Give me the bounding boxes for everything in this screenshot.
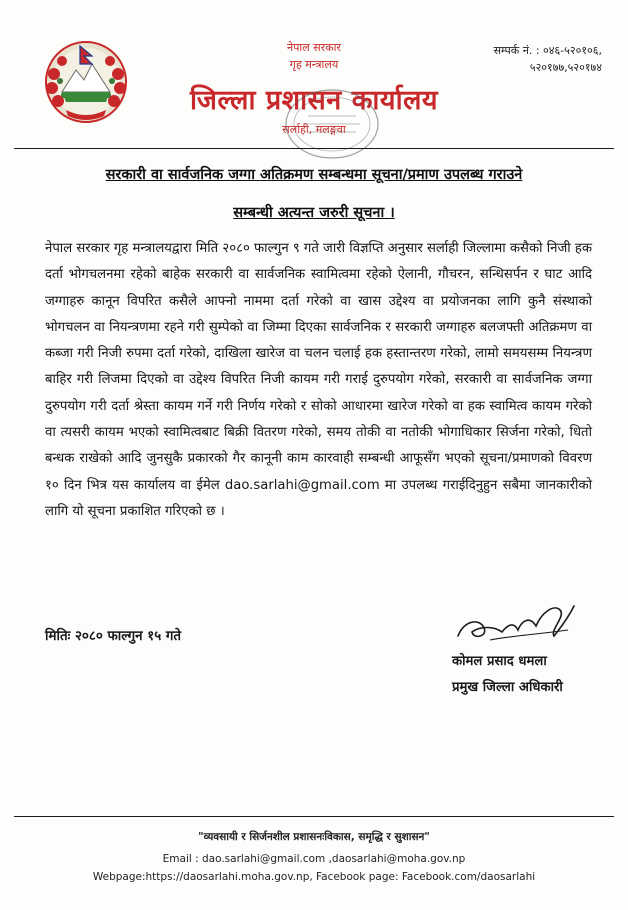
footer-webpage: Webpage:https://daosarlahi.moha.gov.np, Facebook page: Facebook.com/daosarlahi	[92, 871, 536, 883]
contact-numbers	[402, 42, 602, 76]
footer-divider	[14, 816, 614, 817]
ministry-name: गृह मन्त्रालय	[289, 58, 339, 71]
notice-body: नेपाल सरकार गृह मन्त्रालयद्वारा मिति २०८० फाल्गुन ९ गते जारी विज्ञप्ति अनुसार सर्लाही जिल्लामा कसैको निजी हक दर्ता भोगचलनमा रहेको बाहेक सरकारी वा सार्वजनिक स्वामित्वमा रहेको ऐलानी, गौचरन, सन्धिसर्पन र घाट आदि जग्गाहरु कानून विपरित कसैले आफ्नो नाममा दर्ता गरेको वा खास उद्देश्य वा प्रयोजनका लागि कुनै संस्थाको भोगचलन वा नियन्त्रणमा रहने गरी सुम्पेको वा जिम्मा दिएका सार्वजनिक र सरकारी जग्गाहरु बलजफ्ती अतिक्रमण वा कब्जा गरी निजी रुपमा दर्ता गरेको, दाखिला खारेज वा चलन चलाई हक हस्तान्तरण गरेको, लामो समयसम्म नियन्त्रण बाहिर गरी लिजमा दिएको वा उद्देश्य विपरित निजी कायम गरी गराई दुरुपयोग गरेको, सरकारी वा सार्वजनिक जग्गा दुरुपयोग गरी दर्ता श्रेस्ता कायम गर्ने गरी निर्णय गरेको र सोको आधारमा खारेज गरेको वा हक स्वामित्व कायम गरेको वा त्यसरी कायम भएको स्वामित्वबाट बिक्री वितरण गरेको, समय तोकी वा नतोकी भोगाधिकार सिर्जना गरेको, धितो बन्धक राखेको आदि जुनसुकै प्रकारको गैर कानूनी काम कारवाही सम्बन्धी आफूसँग भएको सूचना/प्रमाणको विवरण १० दिन भित्र यस कार्यालय वा ईमेल dao.sarlahi@gmail.com मा उपलब्ध गराईदिनुहुन सबैमा जानकारीको लागि यो सूचना प्रकाशित गरिएको छ ।	[45, 241, 592, 519]
notice-heading-line-1: सरकारी वा सार्वजनिक जग्गा अतिक्रमण सम्बन्धमा सूचना/प्रमाण उपलब्ध गराउने	[105, 167, 523, 183]
signatory-title: प्रमुख जिल्ला अधिकारी	[452, 680, 563, 695]
contact-line-1: सम्पर्क नं. : ०४६-५२०१०६,	[493, 44, 602, 57]
government-name: नेपाल सरकार	[287, 41, 341, 54]
notice-date: मितिः २०८० फाल्गुन १५ गते	[45, 629, 182, 644]
handwritten-signature	[450, 596, 590, 652]
header-divider	[14, 148, 614, 149]
signatory-name: कोमल प्रसाद धमला	[452, 654, 547, 669]
footer-slogan: "व्यवसायी र सिर्जनशील प्रशासनःविकास, समृद्धि र सुशासन"	[198, 831, 430, 843]
office-location: सर्लाही, मलङ्गवा	[282, 123, 346, 136]
contact-line-2: ५२०१७७,५२०१७४	[529, 61, 602, 74]
footer-email: Email : dao.sarlahi@gmail.com ,daosarlahi@moha.gov.np	[162, 853, 466, 865]
office-seal-stamp	[282, 86, 382, 162]
office-title: जिल्ला प्रशासन कार्यालय	[189, 85, 439, 116]
notice-heading-line-2: सम्बन्धी अत्यन्त जरुरी सूचना ।	[233, 205, 395, 221]
